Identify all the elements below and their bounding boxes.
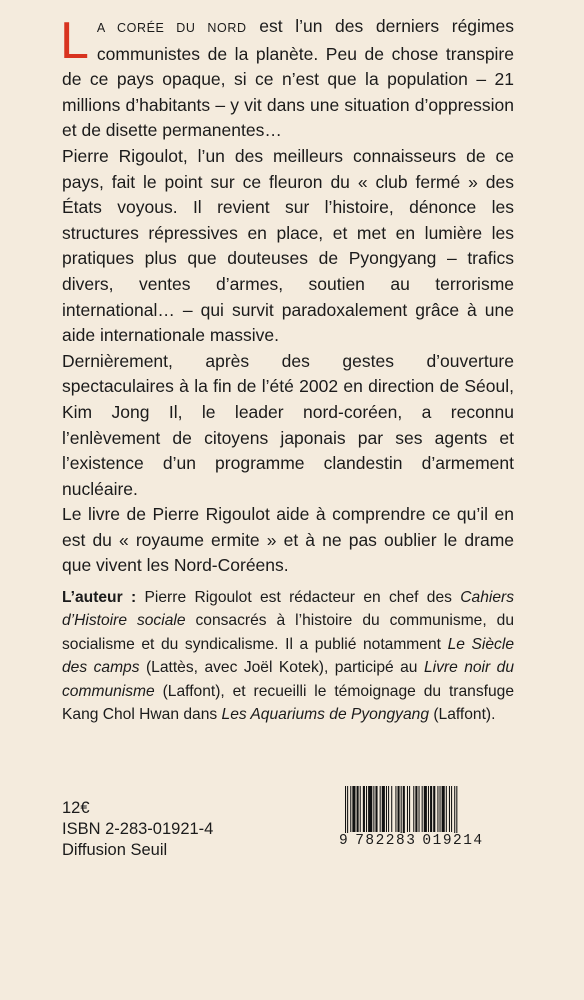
work-title: Cahiers d’Histoire sociale — [62, 589, 515, 630]
price: 12€ — [62, 799, 90, 817]
author-bio: L’auteur : Pierre Rigoulot est rédacteur en chef des Cahiers d’Histoire sociale consacrés à l’histoire du communisme, du socialisme et du syndicalisme. Il a publié notamment Le Siècle des camps (Lattès, avec Joël Kotek), participé au Livre noir du communisme (Laffont), et recueilli le témoignage du transfuge Kang Chol Hwan dans Les Aquariums de Pyongyang (Laffont). — [62, 589, 515, 724]
barcode-number: 9 782283 019214 — [339, 833, 484, 849]
work-title: Les Aquariums de Pyongyang — [221, 706, 429, 724]
work-title: Livre noir du communisme — [62, 659, 514, 700]
distribution: Diffusion Seuil — [62, 841, 168, 859]
blurb-paragraph-1 — [62, 14, 514, 144]
barcode — [337, 786, 515, 854]
work-title: Le Siècle des camps — [62, 635, 514, 677]
blurb-paragraph-1-text: est l’un des derniers régimes communistes de la planète. Peu de chose transpire de ce pays opaque, si ce n’est que la population – 21 millions d’habitants – y vit dans une situation d’oppression et de disette permanentes… — [62, 16, 514, 141]
blurb-smallcaps-lead: A CORÉE DU NORD — [96, 21, 247, 35]
blurb-paragraph-4: Le livre de Pierre Rigoulot aide à comprendre ce qu’il en est du « royaume ermite » et à ne pas oublier le drame que vivent les Nord-Coréens. — [62, 504, 514, 576]
blurb — [62, 14, 514, 579]
drop-cap: L — [60, 12, 89, 70]
publication-info — [62, 798, 213, 861]
author-label: L’auteur : — [62, 589, 137, 606]
blurb-paragraph-3: Dernièrement, après des gestes d’ouverture spectaculaires à la fin de l’été 2002 en direction de Séoul, Kim Jong Il, le leader nord-coréen, a reconnu l’enlèvement de citoyens japonais par ses agents et l’existence d’un programme clandestin d’armement nucléaire. — [62, 350, 514, 499]
isbn: ISBN 2-283-01921-4 — [62, 820, 214, 838]
blurb-paragraph-2: Pierre Rigoulot, l’un des meilleurs connaisseurs de ce pays, fait le point sur ce fleuron du « club fermé » des États voyous. Il revient sur l’histoire, dénonce les structures répressives en place, et met en lumière les pratiques plus que douteuses de Pyongyang – trafics divers, ventes d’armes, soutien au terrorisme international… – qui survit paradoxalement grâce à une aide internationale massive. — [62, 145, 514, 346]
barcode-bars-icon — [337, 786, 515, 838]
